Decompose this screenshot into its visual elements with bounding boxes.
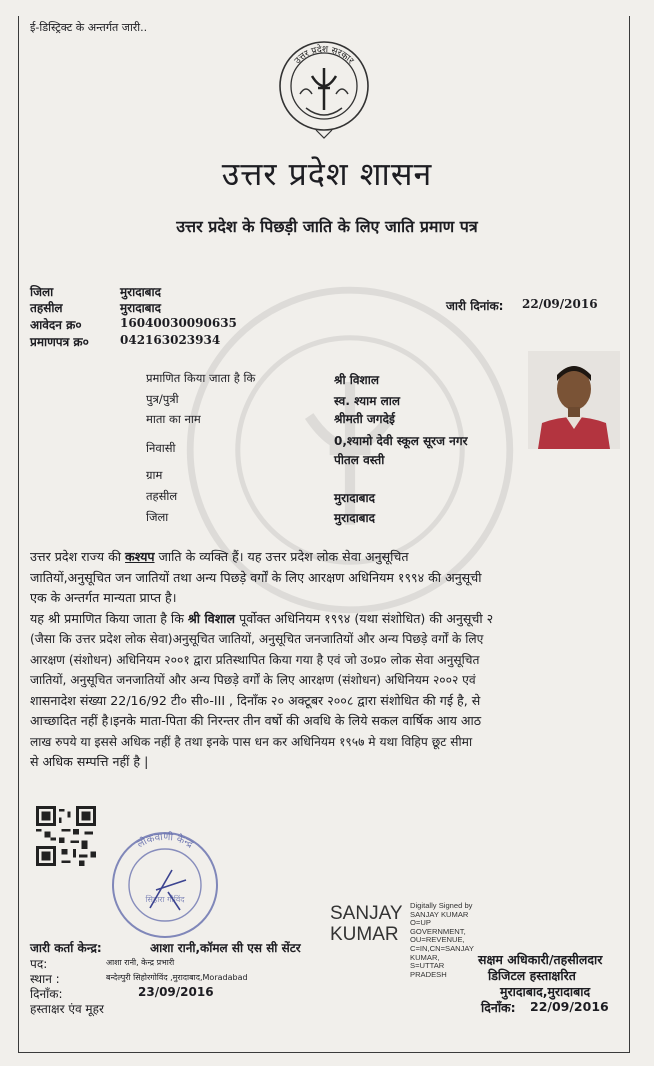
detail-label: तहसील: [146, 489, 178, 503]
up-government-emblem: [276, 38, 372, 142]
body-line: जातियों, अनुसूचित जनजातियों और अन्य पिछड़े वर्गों के लिए आरक्षण (संशोधन) अधिनियम २००२ एवं: [30, 673, 476, 687]
place-value: बन्देल्पुरी सिहोरगोविंद ,मुरादाबाद,Moradabad: [106, 973, 248, 982]
issuing-centre-value: आशा रानी,कॉमल सी एस सी सेंटर: [150, 941, 301, 955]
district-value: मुरादाबाद: [120, 285, 162, 299]
footer-date-value: 23/09/2016: [138, 985, 214, 999]
emblem-text: उत्तर प्रदेश सरकार: [292, 44, 356, 67]
issue-date-label: जारी दिनांक:: [446, 299, 504, 313]
certificate-body: [30, 547, 620, 773]
body-line: लाख रुपये या इससे अधिक नहीं है तथा इनके पास धन कर अधिनियम १९५७ मे यथा विहिप छूट सीमा: [30, 734, 473, 749]
body-line: जातियों,अनुसूचित जन जातियों तथा अन्य पिछड़े वर्गों के लिए आरक्षण अधिनियम १९९४ की अनुसूची: [30, 569, 482, 585]
officer-title: सक्षम अधिकारी/तहसीलदार: [478, 952, 603, 967]
digital-signature-details: Digitally Signed by SANJAY KUMAR O=UP GOVERNMENT, OU=REVENUE, C=IN,CN=SANJAY KUMAR, S=UTTAR PRADESH: [410, 901, 475, 979]
post-value: आशा रानी, केन्द्र प्रभारी: [106, 958, 175, 967]
caste-name: कश्यप: [125, 549, 155, 564]
seal-inner-text: सिहारा गोविंद: [145, 895, 185, 904]
qr-code: [36, 806, 96, 866]
document-title: उत्तर प्रदेश शासन: [221, 155, 433, 193]
post-label: पद:: [30, 957, 48, 971]
body-line: (जैसा कि उत्तर प्रदेश लोक सेवा)अनुसूचित जातियों, अनुसूचित जनजातियों और अन्य पिछड़े वर्गों के लिए: [30, 632, 484, 646]
svg-text:उत्तर प्रदेश सरकार: [293, 43, 356, 66]
district-detail-value: मुरादाबाद: [334, 511, 376, 525]
detail-label: निवासी: [146, 441, 176, 455]
body-line: आरक्षण (संशोधन) अधिनियम २००१ द्वारा प्रतिस्थापित किया गया है एवं जो उ०प्र० लोक सेवा अनुसूचित: [30, 652, 480, 667]
detail-label: ग्राम: [146, 468, 163, 482]
svg-text:लोकवाणी केन्द्र: [135, 831, 195, 851]
body-line: से अधिक सम्पत्ति नहीं है |: [30, 754, 149, 769]
document-subtitle: उत्तर प्रदेश के पिछड़ी जाति के लिए जाति प्रमाण पत्र: [176, 217, 478, 236]
applicant-photo: [528, 351, 620, 449]
detail-label: माता का नाम: [146, 412, 201, 426]
detail-label: जिला: [146, 510, 169, 524]
body-line: आच्छादित नहीं है।इनके माता-पिता की निरन्तर तीन वर्षो की अवधि के लिये सकल वार्षिक आय आठ: [30, 713, 482, 728]
certificate-number-label: प्रमाणपत्र क्र०: [30, 335, 89, 349]
certificate-number: 042163023934: [120, 333, 221, 347]
application-number-label: आवेदन क्र०: [30, 318, 82, 332]
body-line: एक के अन्तर्गत मान्यता प्राप्त है।: [30, 590, 177, 605]
digital-signature-name: SANJAY KUMAR: [330, 903, 403, 945]
address-line-1: 0,श्यामो देवी स्कूल सूरज नगर: [334, 434, 468, 448]
tehsil-value: मुरादाबाद: [120, 301, 162, 315]
address-line-2: पीतल वस्ती: [334, 453, 385, 467]
district-label: जिला: [30, 285, 54, 299]
detail-label: पुत्र/पुत्री: [146, 392, 179, 406]
officer-place: मुरादाबाद,मुरादाबाद: [500, 984, 591, 999]
footer-date-label: दिनाँक:: [30, 987, 63, 1001]
officer-digital-sign: डिजिटल हस्ताक्षरित: [488, 968, 576, 983]
tehsil-label: तहसील: [30, 301, 63, 315]
seal-text: लोकवाणी केन्द्र: [135, 831, 195, 851]
place-label: स्थान :: [30, 972, 60, 986]
father-name: स्व. श्याम लाल: [334, 394, 400, 408]
mother-name: श्रीमती जगदेई: [334, 412, 395, 426]
body-line: शासनादेश संख्या 22/16/92 टी० सी०-III , दिनाँक २० अक्टूबर २००८ द्वारा संशोधित की गई है, से: [30, 692, 481, 708]
body-line: उत्तर प्रदेश राज्य की कश्यप जाति के व्यक्ति हैं। यह उत्तर प्रदेश लोक सेवा अनुसूचित: [30, 549, 409, 564]
applicant-name: श्री विशाल: [334, 373, 379, 387]
officer-date-label: दिनाँक:: [481, 1000, 516, 1015]
application-number: 16040030090635: [120, 316, 237, 330]
body-line: यह श्री प्रमाणित किया जाता है कि श्री विशाल पूर्वोक्त अधिनियम १९९४ (यथा संशोधित) की अनुसूची २: [30, 610, 494, 626]
detail-label: प्रमाणित किया जाता है कि: [146, 371, 256, 385]
top-note: ई-डिस्ट्रिक्ट के अन्तर्गत जारी..: [30, 21, 148, 34]
issue-date: 22/09/2016: [522, 297, 598, 311]
issuing-centre-label: जारी कर्ता केन्द्र:: [30, 941, 102, 955]
centre-stamp-seal: [110, 830, 220, 940]
signature-seal-label: हस्ताक्षर एंव मूहर: [30, 1002, 104, 1016]
officer-date-value: 22/09/2016: [530, 999, 609, 1014]
tehsil-detail-value: मुरादाबाद: [334, 491, 376, 505]
